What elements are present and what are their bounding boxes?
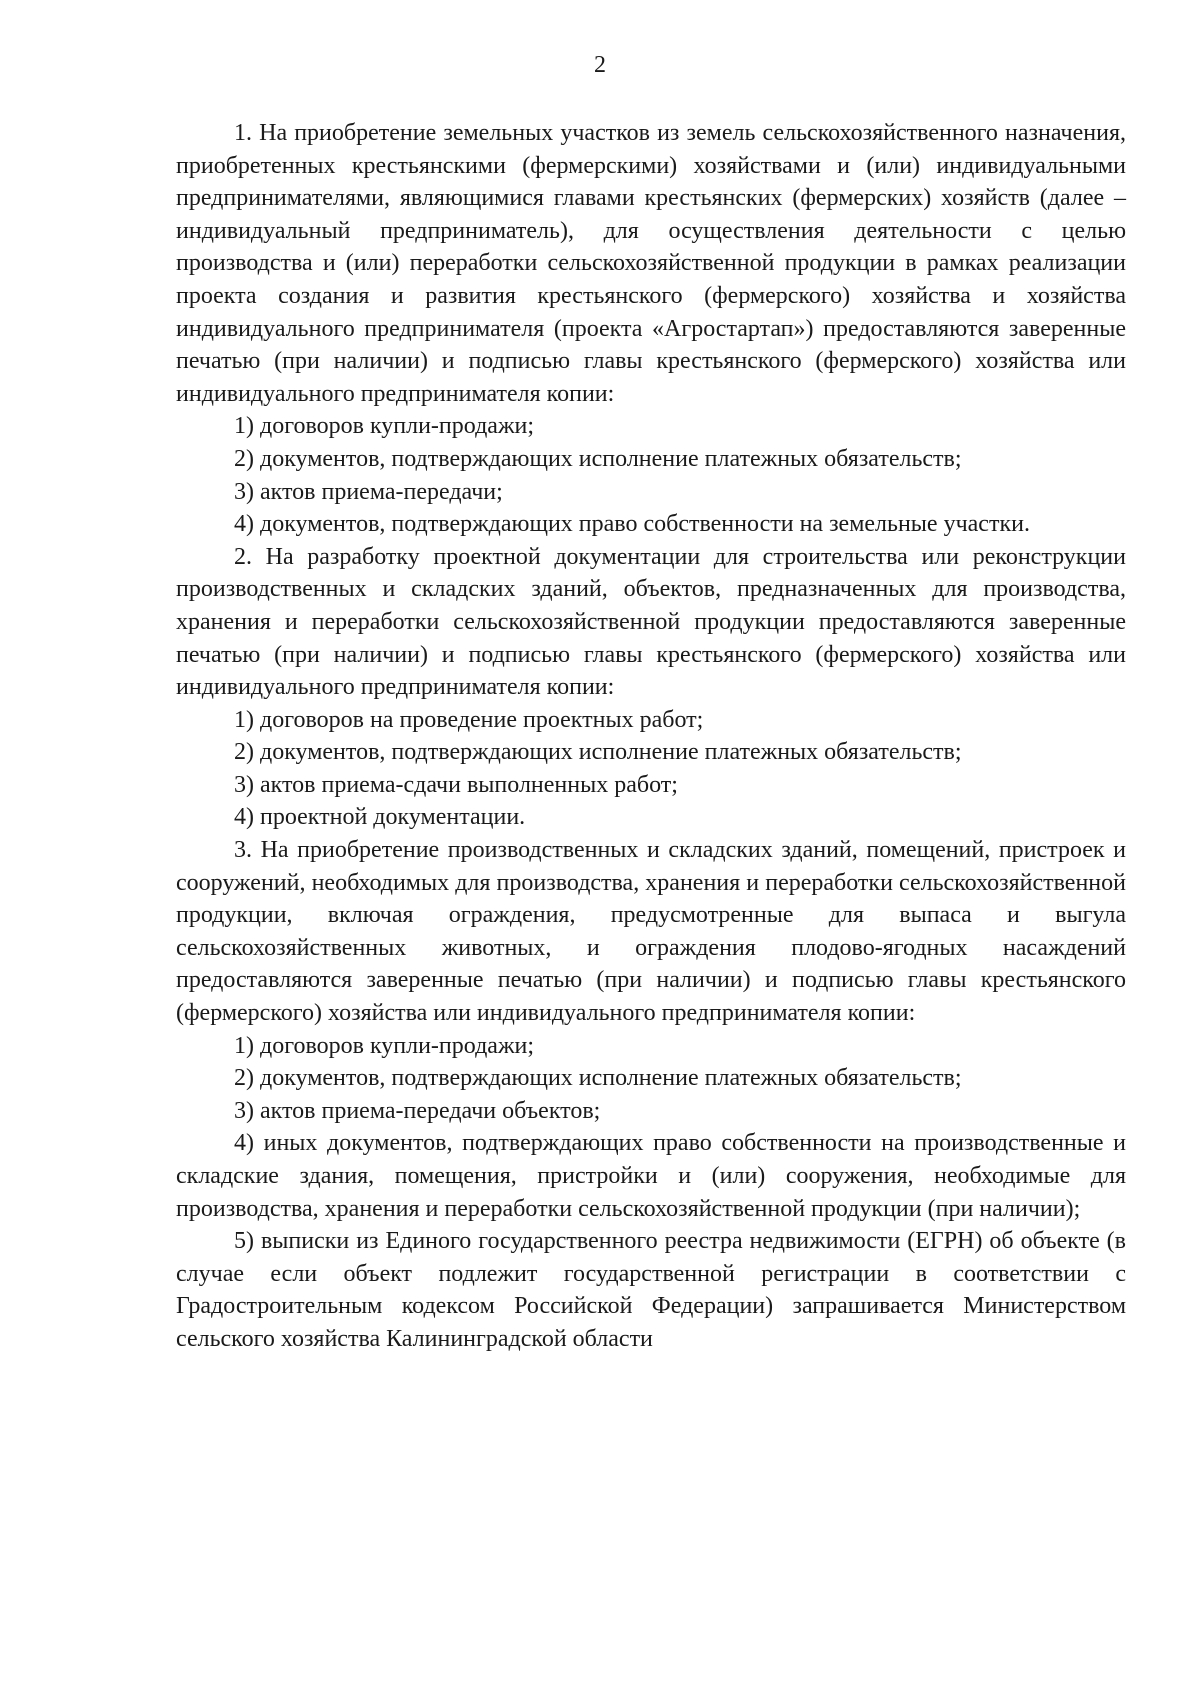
section-2-item-3: 3) актов приема-сдачи выполненных работ; — [234, 771, 678, 798]
section-2-item-2: 2) документов, подтверждающих исполнение платежных обязательств; — [234, 739, 962, 766]
section-1-item-4: 4) документов, подтверждающих право собственности на земельные участки. — [234, 511, 1030, 538]
document-body — [176, 117, 1126, 1356]
section-2-intro: 2. На разработку проектной документации для строительства или реконструкции производственных и складских зданий, объектов, предназначенных для производства, хранения и переработки сельскохозяйственной продукции предоставляются заверенные печатью (при наличии) и подписью главы крестьянского (фермерского) хозяйства или индивидуального предпринимателя копии: — [176, 543, 1126, 701]
section-3-item-3: 3) актов приема-передачи объектов; — [234, 1097, 601, 1124]
section-1-intro: 1. На приобретение земельных участков из земель сельскохозяйственного назначения, приобретенных крестьянскими (фермерскими) хозяйствами и (или) индивидуальными предпринимателями, являющимися главами крестьянских (фермерских) хозяйств (далее – индивидуальный предприниматель), для осуществления деятельности с целью производства и (или) переработки сельскохозяйственной продукции в рамках реализации проекта создания и развития крестьянского (фермерского) хозяйства и хозяйства индивидуального предпринимателя (проекта «Агростартап») предоставляются заверенные печатью (при наличии) и подписью главы крестьянского (фермерского) хозяйства или индивидуального предпринимателя копии: — [176, 120, 1126, 407]
section-3-item-4: 4) иных документов, подтверждающих право собственности на производственные и складские здания, помещения, пристройки и (или) сооружения, необходимые для производства, хранения и переработки сельскохозяйственной продукции (при наличии); — [176, 1130, 1126, 1222]
section-1-item-1: 1) договоров купли-продажи; — [234, 413, 535, 440]
section-2-item-1: 1) договоров на проведение проектных работ; — [234, 706, 704, 733]
section-3-item-2: 2) документов, подтверждающих исполнение платежных обязательств; — [234, 1065, 962, 1092]
section-1-item-2: 2) документов, подтверждающих исполнение платежных обязательств; — [234, 445, 962, 472]
section-2-item-4: 4) проектной документации. — [234, 804, 526, 831]
section-1-item-3: 3) актов приема-передачи; — [234, 478, 503, 505]
page-number: 2 — [594, 52, 606, 78]
section-3-item-1: 1) договоров купли-продажи; — [234, 1032, 535, 1059]
section-3-intro: 3. На приобретение производственных и складских зданий, помещений, пристроек и сооружений, необходимых для производства, хранения и переработки сельскохозяйственной продукции, включая ограждения, предусмотренные для выпаса и выгула сельскохозяйственных животных, и ограждения плодово-ягодных насаждений предоставляются заверенные печатью (при наличии) и подписью главы крестьянского (фермерского) хозяйства или индивидуального предпринимателя копии: — [176, 837, 1126, 1027]
section-3-item-5: 5) выписки из Единого государственного реестра недвижимости (ЕГРН) об объекте (в случае если объект подлежит государственной регистрации в соответствии с Градостроительным кодексом Российской Федерации) запрашивается Министерством сельского хозяйства Калининградской области — [176, 1228, 1126, 1352]
